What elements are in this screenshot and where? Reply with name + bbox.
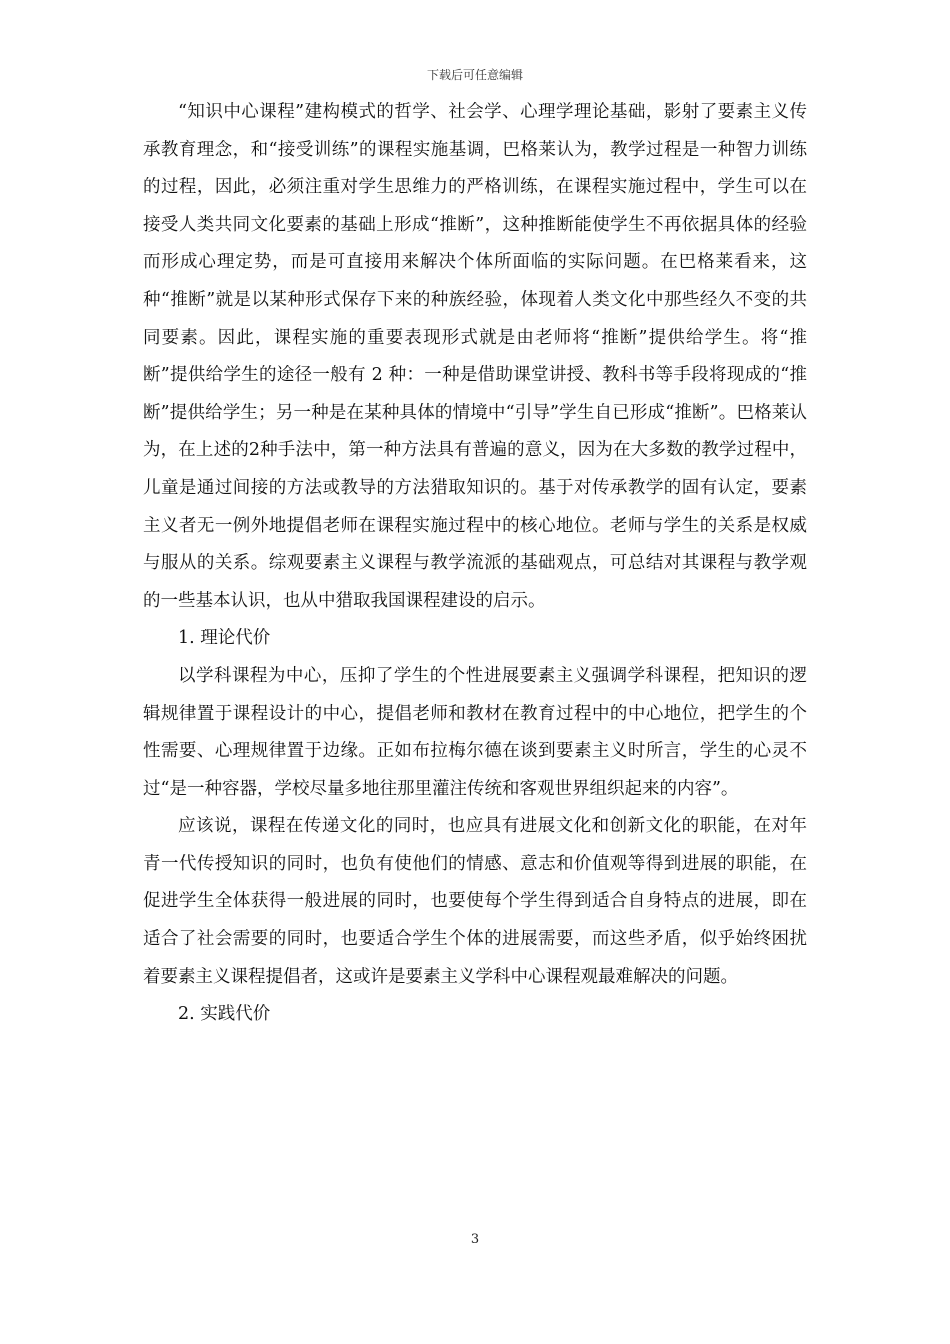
body-paragraph: 应该说，课程在传递文化的同时，也应具有进展文化和创新文化的职能，在对年青一代传授知识的同时，也负有使他们的情感、意志和价值观等得到进展的职能，在促进学生全体获得一般进展的同时，也要使每个学生得到适合自身特点的进展，即在适合了社会需要的同时，也要适合学生个体的进展需要，而这些矛盾，似乎始终困扰着要素主义课程提倡者，这或许是要素主义学科中心课程观最难解决的问题。 [143,816,807,987]
section-heading-practice-cost: 2. 实践代价 [178,1004,271,1025]
section-heading-theory-cost: 1. 理论代价 [178,628,271,649]
body-paragraph: 以学科课程为中心，压抑了学生的个性进展要素主义强调学科课程，把知识的逻辑规律置于课程设计的中心，提倡老师和教材在教育过程中的中心地位，把学生的个性需要、心理规律置于边缘。正如布拉梅尔德在谈到要素主义时所言，学生的心灵不过“是一种容器，学校尽量多地往那里灌注传统和客观世界组织起来的内容”。 [143,665,807,799]
body-paragraph: “知识中心课程”建构模式的哲学、社会学、心理学理论基础，影射了要素主义传承教育理念，和“接受训练”的课程实施基调，巴格莱认为，教学过程是一种智力训练的过程，因此，必须注重对学生思维力的严格训练，在课程实施过程中，学生可以在接受人类共同文化要素的基础上形成“推断”，这种推断能使学生不再依据具体的经验而形成心理定势，而是可直接用来解决个体所面临的实际问题。在巴格莱看来，这种“推断”就是以某种形式保存下来的种族经验，体现着人类文化中那些经久不变的共同要素。因此，课程实施的重要表现形式就是由老师将“推断”提供给学生。将“推断”提供给学生的途径一般有 2 种：一种是借助课堂讲授、教科书等手段将现成的“推断”提供给学生；另一种是在某种具体的情境中“引导”学生自已形成“推断”。巴格莱认为，在上述的2种手法中，第一种方法具有普遍的意义，因为在大多数的教学过程中，儿童是通过间接的方法或教导的方法猎取知识的。基于对传承教学的固有认定，要素主义者无一例外地提倡老师在课程实施过程中的核心地位。老师与学生的关系是权威与服从的关系。综观要素主义课程与教学流派的基础观点，可总结对其课程与教学观的一些基本认识，也从中猎取我国课程建设的启示。 [143,102,807,611]
page-number: 3 [470,1232,480,1247]
page-header: 下载后可任意编辑 [426,68,523,82]
document-body [143,94,807,1034]
